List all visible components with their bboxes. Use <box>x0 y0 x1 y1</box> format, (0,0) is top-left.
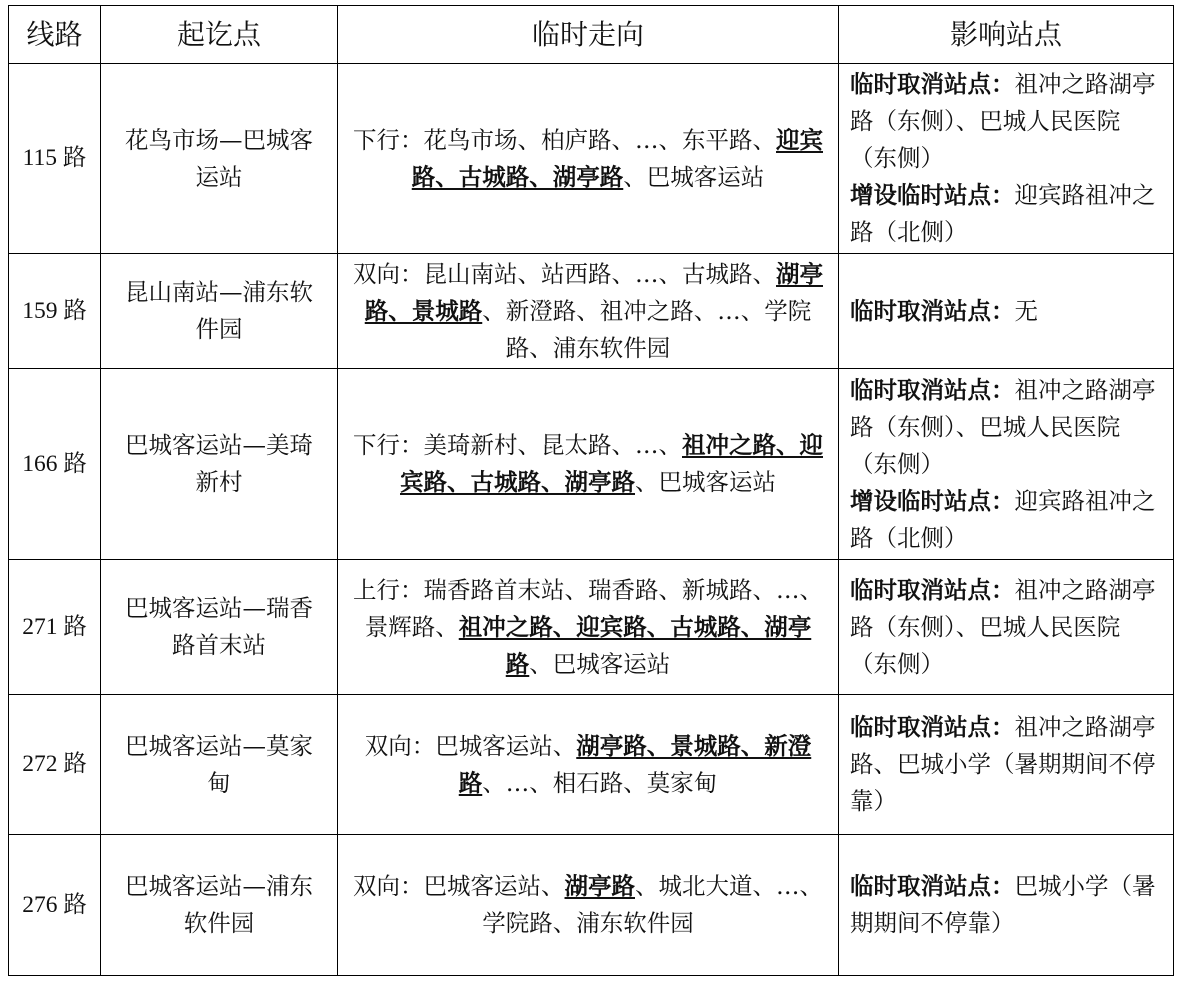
route-direction-text <box>350 122 826 196</box>
header-affected-stops: 影响站点 <box>839 6 1173 63</box>
affected-stops <box>839 64 1173 253</box>
cancelled-stops <box>850 709 1165 820</box>
route-number: 276 路 <box>9 835 100 975</box>
route-direction <box>338 369 838 559</box>
segment-text: 上行：瑞香路首末站、瑞香路、新城路、…、景辉路、 <box>353 575 823 641</box>
route-endpoints-text: 昆山南站—浦东软件园 <box>125 278 313 343</box>
changed-road-segment: 祖冲之路、迎宾路、古城路、湖亭路 <box>400 431 823 496</box>
segment-text: 、城北大道、…、学院路、浦东软件园 <box>482 872 823 937</box>
segment-text: 祖冲之路湖亭路（东侧）、巴城人民医院（东侧） <box>850 575 1156 678</box>
route-endpoints <box>101 254 337 368</box>
route-number: 271 路 <box>9 560 100 694</box>
header-endpoints: 起讫点 <box>101 6 337 63</box>
route-number: 272 路 <box>9 695 100 834</box>
route-direction-text <box>350 427 826 501</box>
segment-label: 临时取消站点： <box>850 575 1015 604</box>
route-direction-text <box>350 728 826 802</box>
route-direction <box>338 695 838 834</box>
route-endpoints <box>101 369 337 559</box>
route-direction-text <box>350 868 826 942</box>
cancelled-stops <box>850 372 1165 483</box>
route-endpoints-text: 巴城客运站—莫家甸 <box>125 731 313 797</box>
route-endpoints-text: 巴城客运站—瑞香路首末站 <box>125 594 313 659</box>
cancelled-stops <box>850 572 1165 683</box>
route-endpoints-text: 花鸟市场—巴城客运站 <box>125 125 313 191</box>
header-route: 线路 <box>9 6 100 63</box>
segment-label: 临时取消站点： <box>850 375 1015 404</box>
segment-text: 无 <box>1014 296 1038 325</box>
route-direction-text <box>350 256 826 367</box>
cancelled-stops <box>850 66 1165 177</box>
changed-road-segment: 迎宾路、古城路、湖亭路 <box>411 125 823 191</box>
segment-text: 双向：巴城客运站、 <box>353 872 565 900</box>
route-direction <box>338 835 838 975</box>
affected-stops <box>839 369 1173 559</box>
route-endpoints <box>101 560 337 694</box>
segment-label: 临时取消站点： <box>850 70 1015 98</box>
added-stops <box>850 177 1165 251</box>
affected-stops <box>839 835 1173 975</box>
cancelled-stops <box>850 868 1165 942</box>
affected-stops <box>839 560 1173 694</box>
segment-text: 双向：巴城客运站、 <box>364 731 577 760</box>
header-temporary-direction: 临时走向 <box>338 6 838 63</box>
affected-stops <box>839 254 1173 368</box>
segment-text: 祖冲之路湖亭路（东侧）、巴城人民医院（东侧） <box>850 70 1156 172</box>
changed-road-segment: 湖亭路、景城路 <box>364 259 823 325</box>
route-endpoints-text: 巴城客运站—浦东软件园 <box>125 872 313 937</box>
route-endpoints <box>101 835 337 975</box>
segment-text: 下行：花鸟市场、柏庐路、…、东平路、 <box>353 125 776 154</box>
route-number: 159 路 <box>9 254 100 368</box>
segment-text: 、…、相石路、莫家甸 <box>482 768 718 797</box>
changed-road-segment: 祖冲之路、迎宾路、古城路、湖亭路 <box>458 612 812 678</box>
cancelled-stops <box>850 293 1165 330</box>
route-endpoints-text: 巴城客运站—美琦新村 <box>125 431 313 496</box>
segment-label: 临时取消站点： <box>850 296 1015 325</box>
segment-text: 迎宾路祖冲之路（北侧） <box>850 486 1156 552</box>
route-number: 115 路 <box>9 64 100 253</box>
segment-text: 、巴城客运站 <box>623 162 765 191</box>
segment-label: 临时取消站点： <box>850 872 1015 900</box>
segment-text: 双向：昆山南站、站西路、…、古城路、 <box>353 259 776 288</box>
segment-label: 增设临时站点： <box>850 181 1015 209</box>
route-endpoints <box>101 695 337 834</box>
route-number: 166 路 <box>9 369 100 559</box>
route-direction <box>338 64 838 253</box>
route-direction <box>338 254 838 368</box>
route-change-table <box>8 5 1174 976</box>
segment-text: 、巴城客运站 <box>635 468 776 496</box>
segment-text: 下行：美琦新村、昆太路、…、 <box>353 431 682 459</box>
segment-text: 、巴城客运站 <box>529 649 671 678</box>
route-direction-text <box>350 572 826 683</box>
route-endpoints <box>101 64 337 253</box>
changed-road-segment: 湖亭路 <box>564 872 635 900</box>
changed-road-segment: 湖亭路、景城路、新澄路 <box>458 731 812 797</box>
segment-text: 巴城小学（暑期期间不停靠） <box>850 872 1156 937</box>
segment-label: 增设临时站点： <box>850 486 1015 515</box>
affected-stops <box>839 695 1173 834</box>
segment-text: 祖冲之路湖亭路、巴城小学（暑期期间不停靠） <box>850 713 1156 815</box>
segment-text: 迎宾路祖冲之路（北侧） <box>850 181 1156 246</box>
added-stops <box>850 483 1165 557</box>
route-direction <box>338 560 838 694</box>
segment-text: 祖冲之路湖亭路（东侧）、巴城人民医院（东侧） <box>850 375 1156 478</box>
segment-text: 、新澄路、祖冲之路、…、学院路、浦东软件园 <box>482 296 812 362</box>
segment-label: 临时取消站点： <box>850 713 1015 741</box>
